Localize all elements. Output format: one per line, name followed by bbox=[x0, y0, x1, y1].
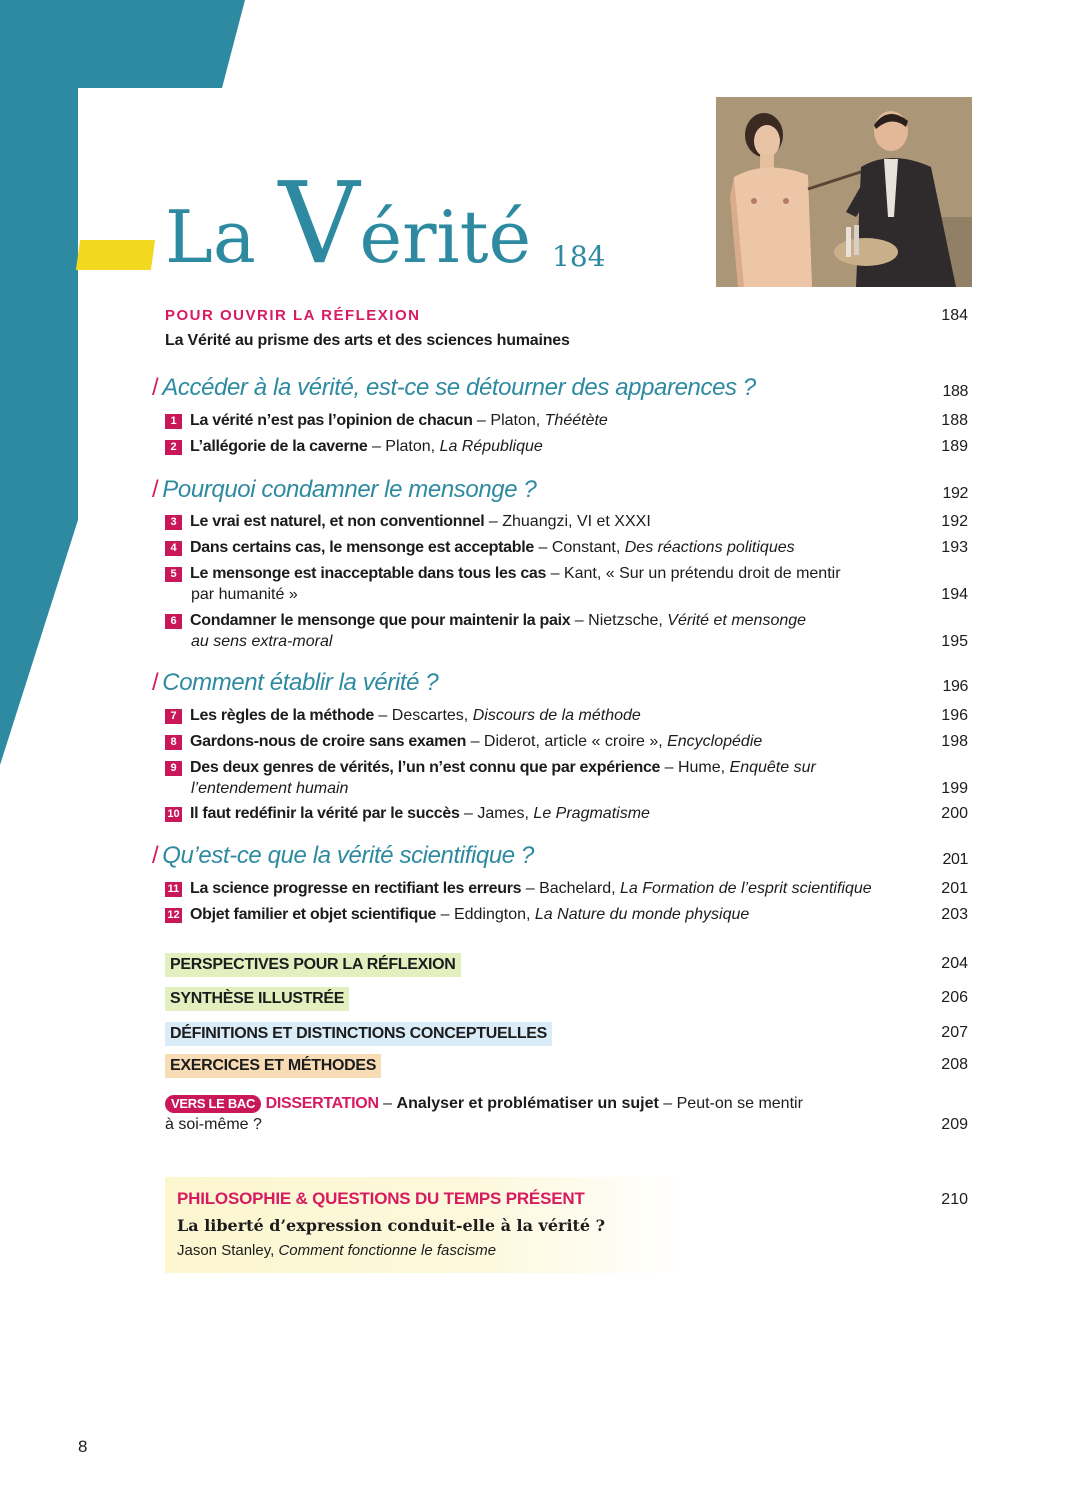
toc-entry: 7 Les règles de la méthode – Descartes, Discours de la méthode 196 bbox=[165, 705, 968, 726]
intro-subtitle: La Vérité au prisme des arts et des sciences humaines bbox=[165, 332, 570, 349]
chapter-start-page: 184 bbox=[552, 240, 606, 273]
present-source: Jason Stanley, Comment fonctionne le fascisme bbox=[177, 1242, 497, 1259]
section-title-3: / Comment établir la vérité ? 196 bbox=[152, 669, 968, 696]
bac-page: 209 bbox=[941, 1116, 968, 1133]
section-title-4: / Qu’est-ce que la vérité scientifique ? 201 bbox=[152, 842, 968, 869]
bac-type: DISSERTATION bbox=[265, 1095, 379, 1112]
tag-definitions: DÉFINITIONS ET DISTINCTIONS CONCEPTUELLES bbox=[165, 1022, 552, 1046]
slash-mark: / bbox=[152, 476, 159, 503]
toc-entry: 10 Il faut redéfinir la vérité par le succès – James, Le Pragmatisme 200 bbox=[165, 803, 968, 824]
present-heading: PHILOSOPHIE & QUESTIONS DU TEMPS PRÉSENT bbox=[177, 1189, 585, 1208]
toc-entry: 8 Gardons-nous de croire sans examen – Diderot, article « croire », Encyclopédie 198 bbox=[165, 731, 968, 752]
toc-entry: 11 La science progresse en rectifiant les erreurs – Bachelard, La Formation de l’esprit scientifique 201 bbox=[165, 878, 968, 899]
bac-row: VERS LE BAC DISSERTATION – Analyser et problématiser un sujet – Peut-on se mentir à soi-même ? 209 bbox=[165, 1095, 968, 1133]
tag-exercices: EXERCICES ET MÉTHODES bbox=[165, 1054, 381, 1078]
painting-illustration bbox=[716, 97, 972, 287]
present-page: 210 bbox=[941, 1191, 968, 1208]
tag-synthese: SYNTHÈSE ILLUSTRÉE bbox=[165, 987, 349, 1011]
toc-entry: 9 Des deux genres de vérités, l’un n’est connu que par expérience – Hume, Enquête sur l’entendement humain 199 bbox=[165, 757, 968, 799]
slash-mark: / bbox=[152, 669, 159, 696]
tag-page: 208 bbox=[941, 1056, 968, 1073]
intro-page: 184 bbox=[941, 307, 968, 324]
bac-line2: à soi-même ? bbox=[165, 1116, 262, 1133]
toc-entry: 5 Le mensonge est inacceptable dans tous les cas – Kant, « Sur un prétendu droit de mentir par humanité » 194 bbox=[165, 563, 968, 605]
tag-page: 206 bbox=[941, 989, 968, 1006]
yellow-accent-bar bbox=[76, 240, 155, 270]
toc-entry: 1 La vérité n’est pas l’opinion de chacun – Platon, Théétète 188 bbox=[165, 410, 968, 431]
toc-entry: 4 Dans certains cas, le mensonge est acceptable – Constant, Des réactions politiques 193 bbox=[165, 537, 968, 558]
page-number: 8 bbox=[78, 1437, 88, 1456]
toc-entry: 6 Condamner le mensonge que pour maintenir la paix – Nietzsche, Vérité et mensonge au sens extra-moral 195 bbox=[165, 610, 968, 652]
section-title-2: / Pourquoi condamner le mensonge ? 192 bbox=[152, 476, 968, 503]
tag-perspectives: PERSPECTIVES POUR LA RÉFLEXION bbox=[165, 953, 461, 977]
slash-mark: / bbox=[152, 374, 159, 401]
present-box bbox=[165, 1177, 685, 1273]
section-title-1: / Accéder à la vérité, est-ce se détourner des apparences ? 188 bbox=[152, 374, 968, 401]
intro-heading: POUR OUVRIR LA RÉFLEXION bbox=[165, 307, 421, 324]
toc-entry: 3 Le vrai est naturel, et non conventionnel – Zhuangzi, VI et XXXI 192 bbox=[165, 511, 968, 532]
toc-entry: 12 Objet familier et objet scientifique – Eddington, La Nature du monde physique 203 bbox=[165, 904, 968, 925]
toc-entry: 2 L’allégorie de la caverne – Platon, La République 189 bbox=[165, 436, 968, 457]
slash-mark: / bbox=[152, 842, 159, 869]
tag-page: 207 bbox=[941, 1024, 968, 1041]
tag-page: 204 bbox=[941, 955, 968, 972]
chapter-title: La Vérité bbox=[165, 159, 532, 289]
present-question: La liberté d’expression conduit-elle à la vérité ? bbox=[177, 1216, 606, 1235]
bac-badge: VERS LE BAC bbox=[165, 1095, 261, 1113]
intro-row bbox=[165, 305, 968, 326]
